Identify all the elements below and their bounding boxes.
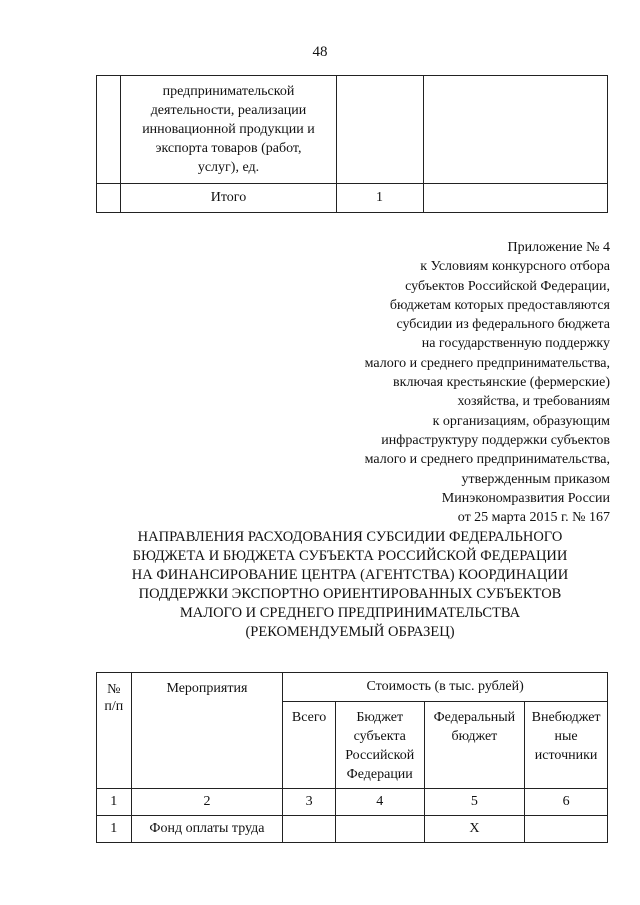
appendix-line: к организациям, образующим — [432, 413, 610, 429]
expenditure-table — [96, 672, 608, 843]
title-line: НАПРАВЛЕНИЯ РАСХОДОВАНИЯ СУБСИДИИ ФЕДЕРАЛЬНОГО — [137, 529, 563, 545]
header-federal-budget — [424, 702, 525, 789]
appendix-line: от 25 марта 2015 г. № 167 — [457, 510, 610, 526]
header-line: Федеральный — [433, 710, 516, 725]
total-row — [97, 184, 608, 213]
column-number-row — [97, 789, 608, 816]
header-number-line: № — [107, 682, 121, 697]
table-cell — [423, 76, 607, 184]
appendix-line: к Условиям конкурсного отбора — [420, 259, 610, 275]
appendix-line: малого и среднего предпринимательства, — [364, 355, 610, 371]
header-line: Бюджет — [356, 710, 404, 725]
title-line: МАЛОГО И СРЕДНЕГО ПРЕДПРИНИМАТЕЛЬСТВА — [179, 605, 521, 621]
title-line: ПОДДЕРЖКИ ЭКСПОРТНО ОРИЕНТИРОВАННЫХ СУБЪЕКТОВ — [138, 586, 562, 602]
appendix-line: малого и среднего предпринимательства, — [364, 452, 610, 468]
appendix-line: Приложение № 4 — [507, 240, 610, 255]
header-line: ные — [554, 729, 578, 744]
table-cell — [97, 184, 121, 213]
header-number-line: п/п — [104, 699, 124, 714]
header-subject-budget — [335, 702, 424, 789]
header-line: субъекта — [353, 729, 406, 744]
title-line: (РЕКОМЕНДУЕМЫЙ ОБРАЗЕЦ) — [245, 624, 455, 640]
appendix-line: на государственную поддержку — [421, 336, 610, 352]
row-extra-budget — [525, 816, 608, 843]
column-number: 4 — [335, 789, 424, 816]
appendix-line: включая крестьянские (фермерские) — [393, 375, 610, 391]
appendix-line: инфраструктуру поддержки субъектов — [381, 432, 610, 448]
title-line: БЮДЖЕТА И БЮДЖЕТА СУБЪЕКТА РОССИЙСКОЙ ФЕДЕРАЦИИ — [132, 548, 568, 564]
row-total — [283, 816, 336, 843]
description-line: предпринимательской — [162, 84, 295, 99]
header-number — [97, 673, 132, 789]
row-subject-budget — [335, 816, 424, 843]
description-line: услуг), ед. — [197, 160, 260, 175]
appendix-line: субъектов Российской Федерации, — [405, 278, 610, 294]
header-line: Федерации — [346, 767, 413, 782]
description-line: инновационной продукции и — [142, 122, 315, 137]
column-number: 1 — [97, 789, 132, 816]
row-federal-budget: X — [424, 816, 525, 843]
column-number: 3 — [283, 789, 336, 816]
appendix-line: субсидии из федерального бюджета — [396, 317, 610, 333]
row-number: 1 — [97, 816, 132, 843]
appendix-line: хозяйства, и требованиям — [457, 394, 610, 410]
header-cost: Стоимость (в тыс. рублей) — [283, 673, 608, 702]
page-number: 48 — [312, 44, 328, 60]
title-line: НА ФИНАНСИРОВАНИЕ ЦЕНТРА (АГЕНТСТВА) КООРДИНАЦИИ — [131, 567, 569, 583]
header-line: источники — [534, 748, 598, 763]
row-activity: Фонд оплаты труда — [131, 816, 283, 843]
header-line: Внебюджет — [531, 710, 601, 725]
header-extra-budget — [525, 702, 608, 789]
table-cell — [336, 76, 423, 184]
appendix-line: утвержденным приказом — [461, 471, 610, 487]
description-line: деятельности, реализации — [150, 103, 307, 118]
appendix-header — [310, 238, 610, 527]
description-line: экспорта товаров (работ, — [155, 141, 302, 156]
total-label: Итого — [121, 184, 336, 213]
table-row — [97, 76, 608, 184]
table-cell — [423, 184, 607, 213]
header-line: бюджет — [451, 729, 498, 744]
table-cell — [97, 76, 121, 184]
table-row — [97, 816, 608, 843]
appendix-line: Минэкономразвития России — [441, 490, 610, 506]
indicator-description-cell — [121, 76, 336, 184]
column-number: 5 — [424, 789, 525, 816]
header-row — [97, 673, 608, 702]
continuation-table — [96, 75, 608, 213]
header-total: Всего — [283, 702, 336, 789]
header-line: Российской — [345, 748, 415, 763]
appendix-line: бюджетам которых предоставляются — [389, 297, 610, 313]
column-number: 6 — [525, 789, 608, 816]
header-activities: Мероприятия — [131, 673, 283, 789]
total-value: 1 — [336, 184, 423, 213]
column-number: 2 — [131, 789, 283, 816]
document-title — [90, 528, 610, 642]
